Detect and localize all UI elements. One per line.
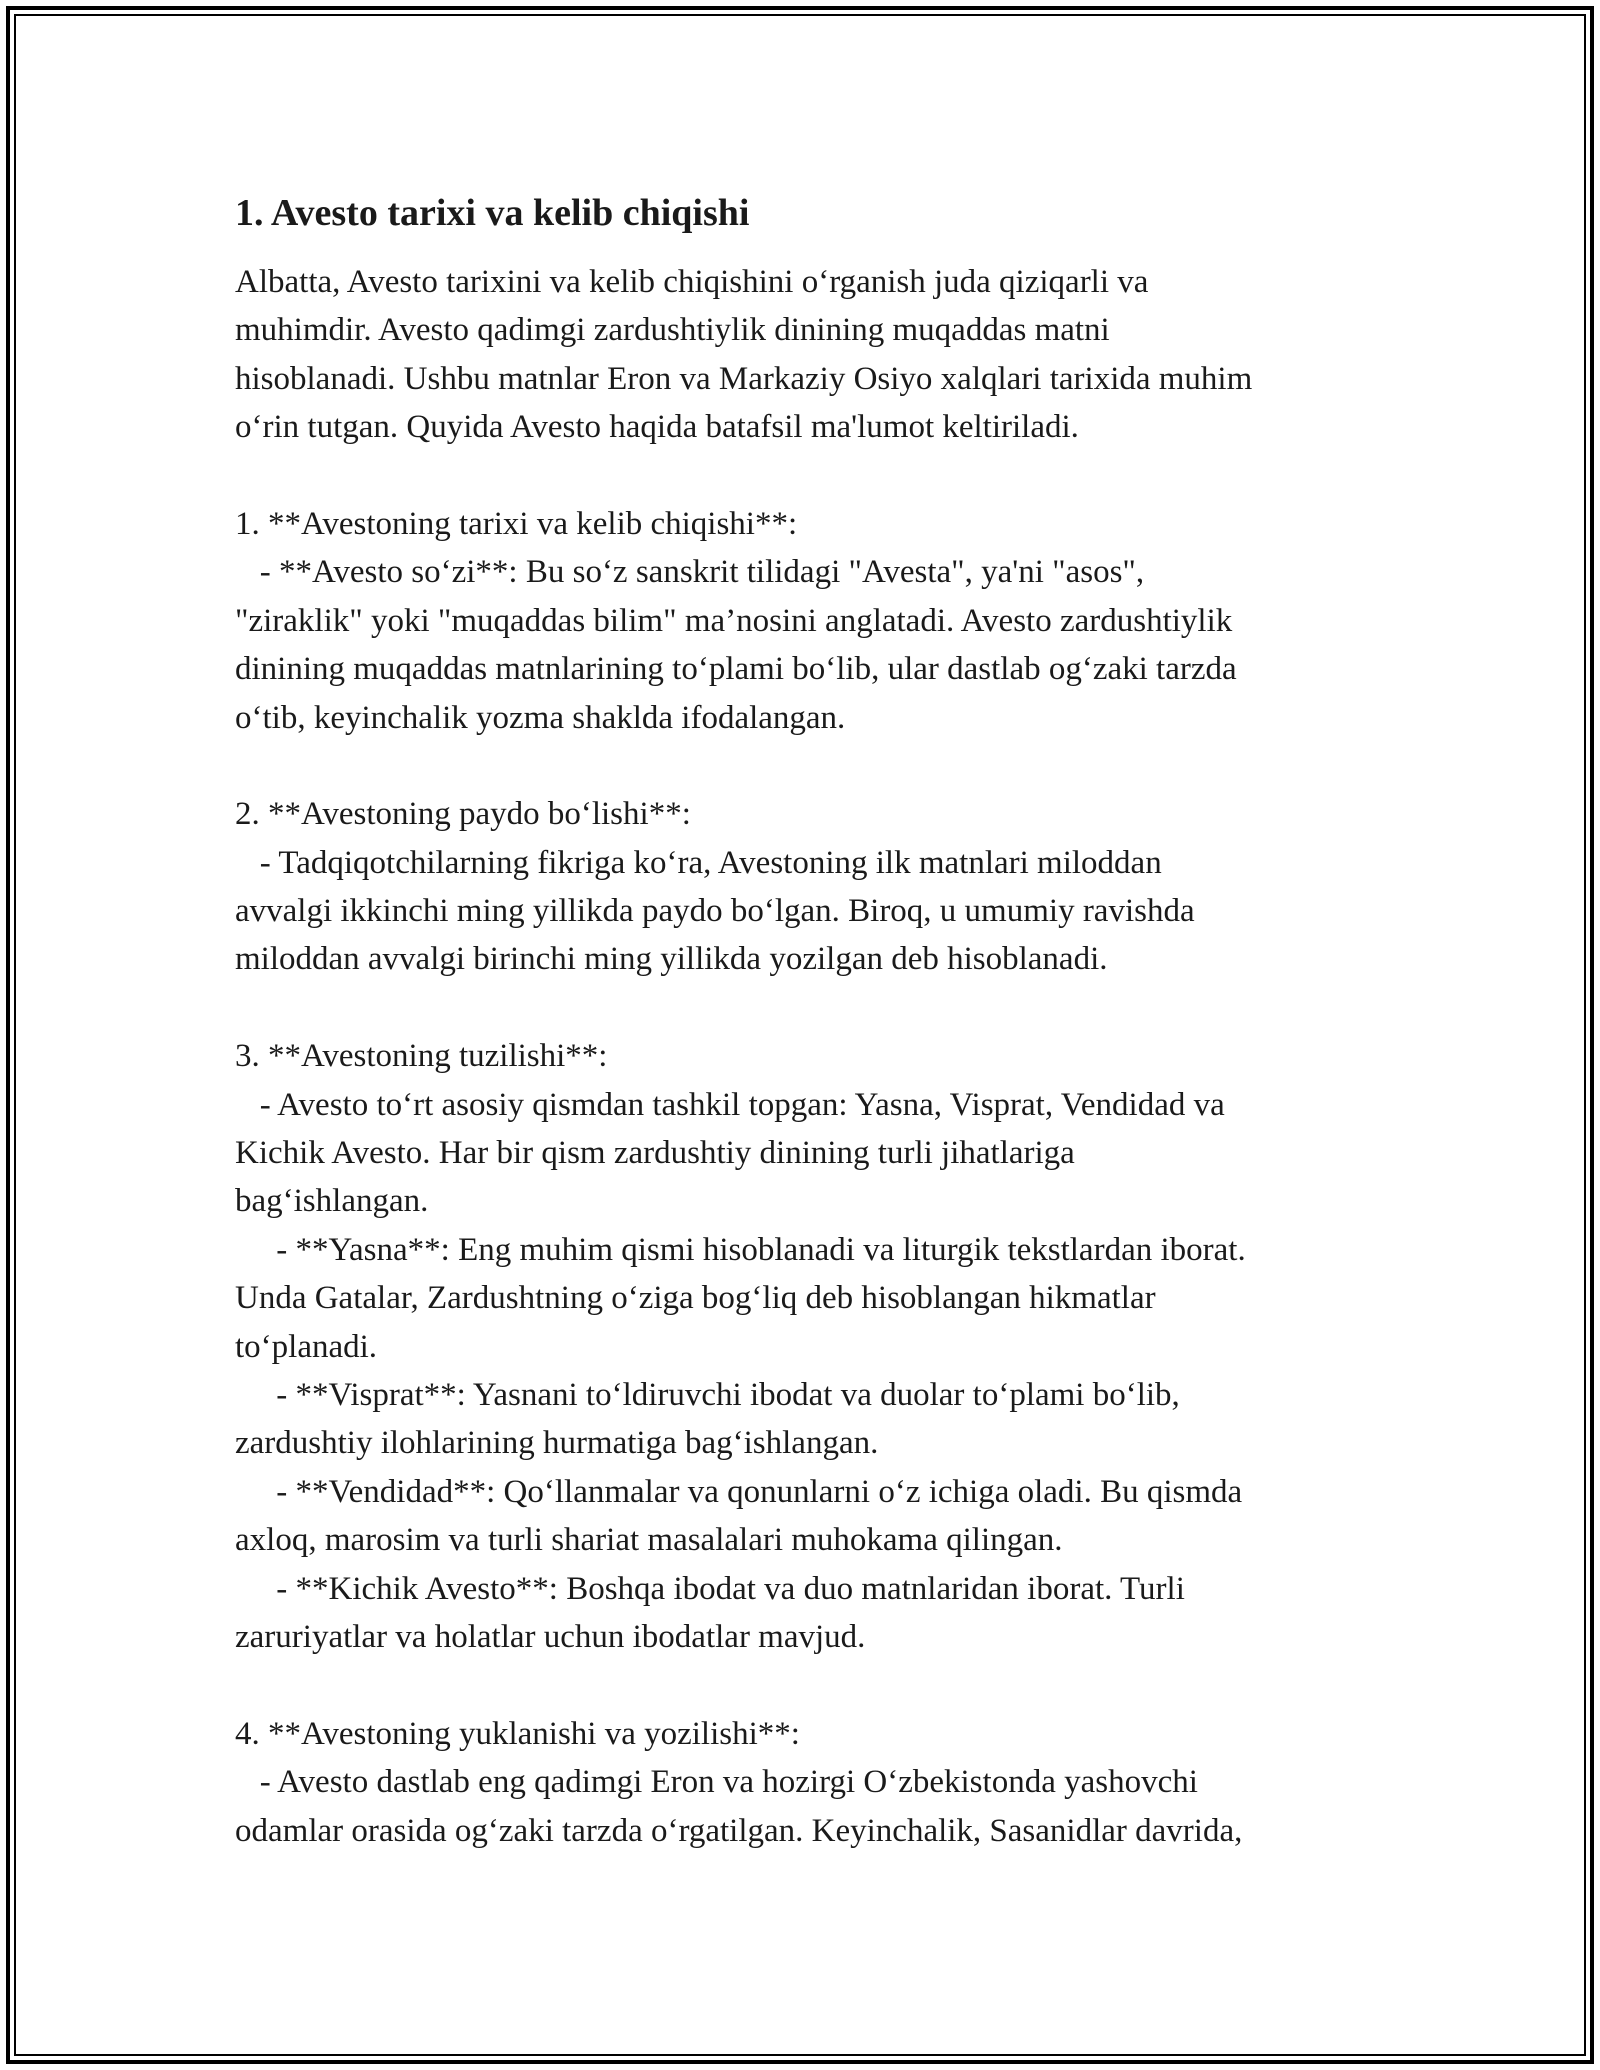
text-line: - **Kichik Avesto**: Boshqa ibodat va duo matnlaridan iborat. Turli [235,1570,1185,1607]
paragraph-spacer [235,1661,1385,1709]
text-line: Albatta, Avesto tarixini va kelib chiqishini o‘rganish juda qiziqarli va [235,264,1149,300]
text-line: Unda Gatalar, Zardushtning o‘ziga bog‘liq deb hisoblangan hikmatlar [235,1280,1156,1317]
text-line: to‘planadi. [235,1328,378,1365]
text-line: zardushtiy ilohlarining hurmatiga bag‘ishlangan. [235,1425,879,1462]
text-line: hisoblanadi. Ushbu matnlar Eron va Markaziy Osiyo xalqlari tarixida muhim [235,360,1253,397]
text-line: o‘rin tutgan. Quyida Avesto haqida batafsil ma'lumot keltiriladi. [235,409,1079,446]
text-line: - Avesto dastlab eng qadimgi Eron va hozirgi O‘zbekistonda yashovchi [235,1764,1198,1801]
text-line: miloddan avvalgi birinchi ming yillikda yozilgan deb hisoblanadi. [235,941,1108,978]
paragraph-spacer [235,452,1385,500]
section-heading: 1. **Avestoning tarixi va kelib chiqishi**: [235,505,798,542]
text-line: - **Visprat**: Yasnani to‘ldiruvchi ibodat va duolar to‘plami bo‘lib, [235,1376,1180,1413]
text-line: Kichik Avesto. Har bir qism zardushtiy dinining turli jihatlariga [235,1135,1075,1172]
text-line: - Tadqiqotchilarning fikriga ko‘ra, Avestoning ilk matnlari miloddan [235,844,1162,881]
paragraph-spacer [235,742,1385,790]
text-line: odamlar orasida og‘zaki tarzda o‘rgatilgan. Keyinchalik, Sasanidlar davrida, [235,1812,1243,1849]
section-1 [235,500,1385,742]
text-line: muhimdir. Avesto qadimgi zardushtiylik dinining muqaddas matni [235,312,1110,349]
text-line: zaruriyatlar va holatlar uchun ibodatlar mavjud. [235,1618,866,1655]
section-heading: 2. **Avestoning paydo bo‘lishi**: [235,796,691,833]
paragraph-spacer [235,984,1385,1032]
document-body [235,186,1385,1855]
section-heading: 3. **Avestoning tuzilishi**: [235,1038,608,1075]
section-4 [235,1710,1385,1855]
text-line: - Avesto to‘rt asosiy qismdan tashkil topgan: Yasna, Visprat, Vendidad va [235,1086,1225,1123]
intro-paragraph [235,258,1385,452]
text-line: axloq, marosim va turli shariat masalalari muhokama qilingan. [235,1522,1063,1559]
section-heading: 4. **Avestoning yuklanishi va yozilishi**: [235,1715,800,1752]
text-line: - **Avesto so‘zi**: Bu so‘z sanskrit tilidagi "Avesta", ya'ni "asos", [235,554,1145,591]
text-line: o‘tib, keyinchalik yozma shaklda ifodalangan. [235,699,846,736]
text-line: avvalgi ikkinchi ming yillikda paydo bo‘lgan. Biroq, u umumiy ravishda [235,893,1195,930]
text-line: dinining muqaddas matnlarining to‘plami bo‘lib, ular dastlab og‘zaki tarzda [235,651,1237,688]
text-line: - **Vendidad**: Qo‘llanmalar va qonunlarni o‘z ichiga oladi. Bu qismda [235,1473,1243,1510]
text-line: - **Yasna**: Eng muhim qismi hisoblanadi va liturgik tekstlardan iborat. [235,1231,1246,1268]
section-3 [235,1032,1385,1661]
document-title: 1. Avesto tarixi va kelib chiqishi [235,192,750,234]
section-2 [235,790,1385,984]
text-line: bag‘ishlangan. [235,1183,429,1220]
text-line: "ziraklik" yoki "muqaddas bilim" ma’nosini anglatadi. Avesto zardushtiylik [235,602,1233,639]
